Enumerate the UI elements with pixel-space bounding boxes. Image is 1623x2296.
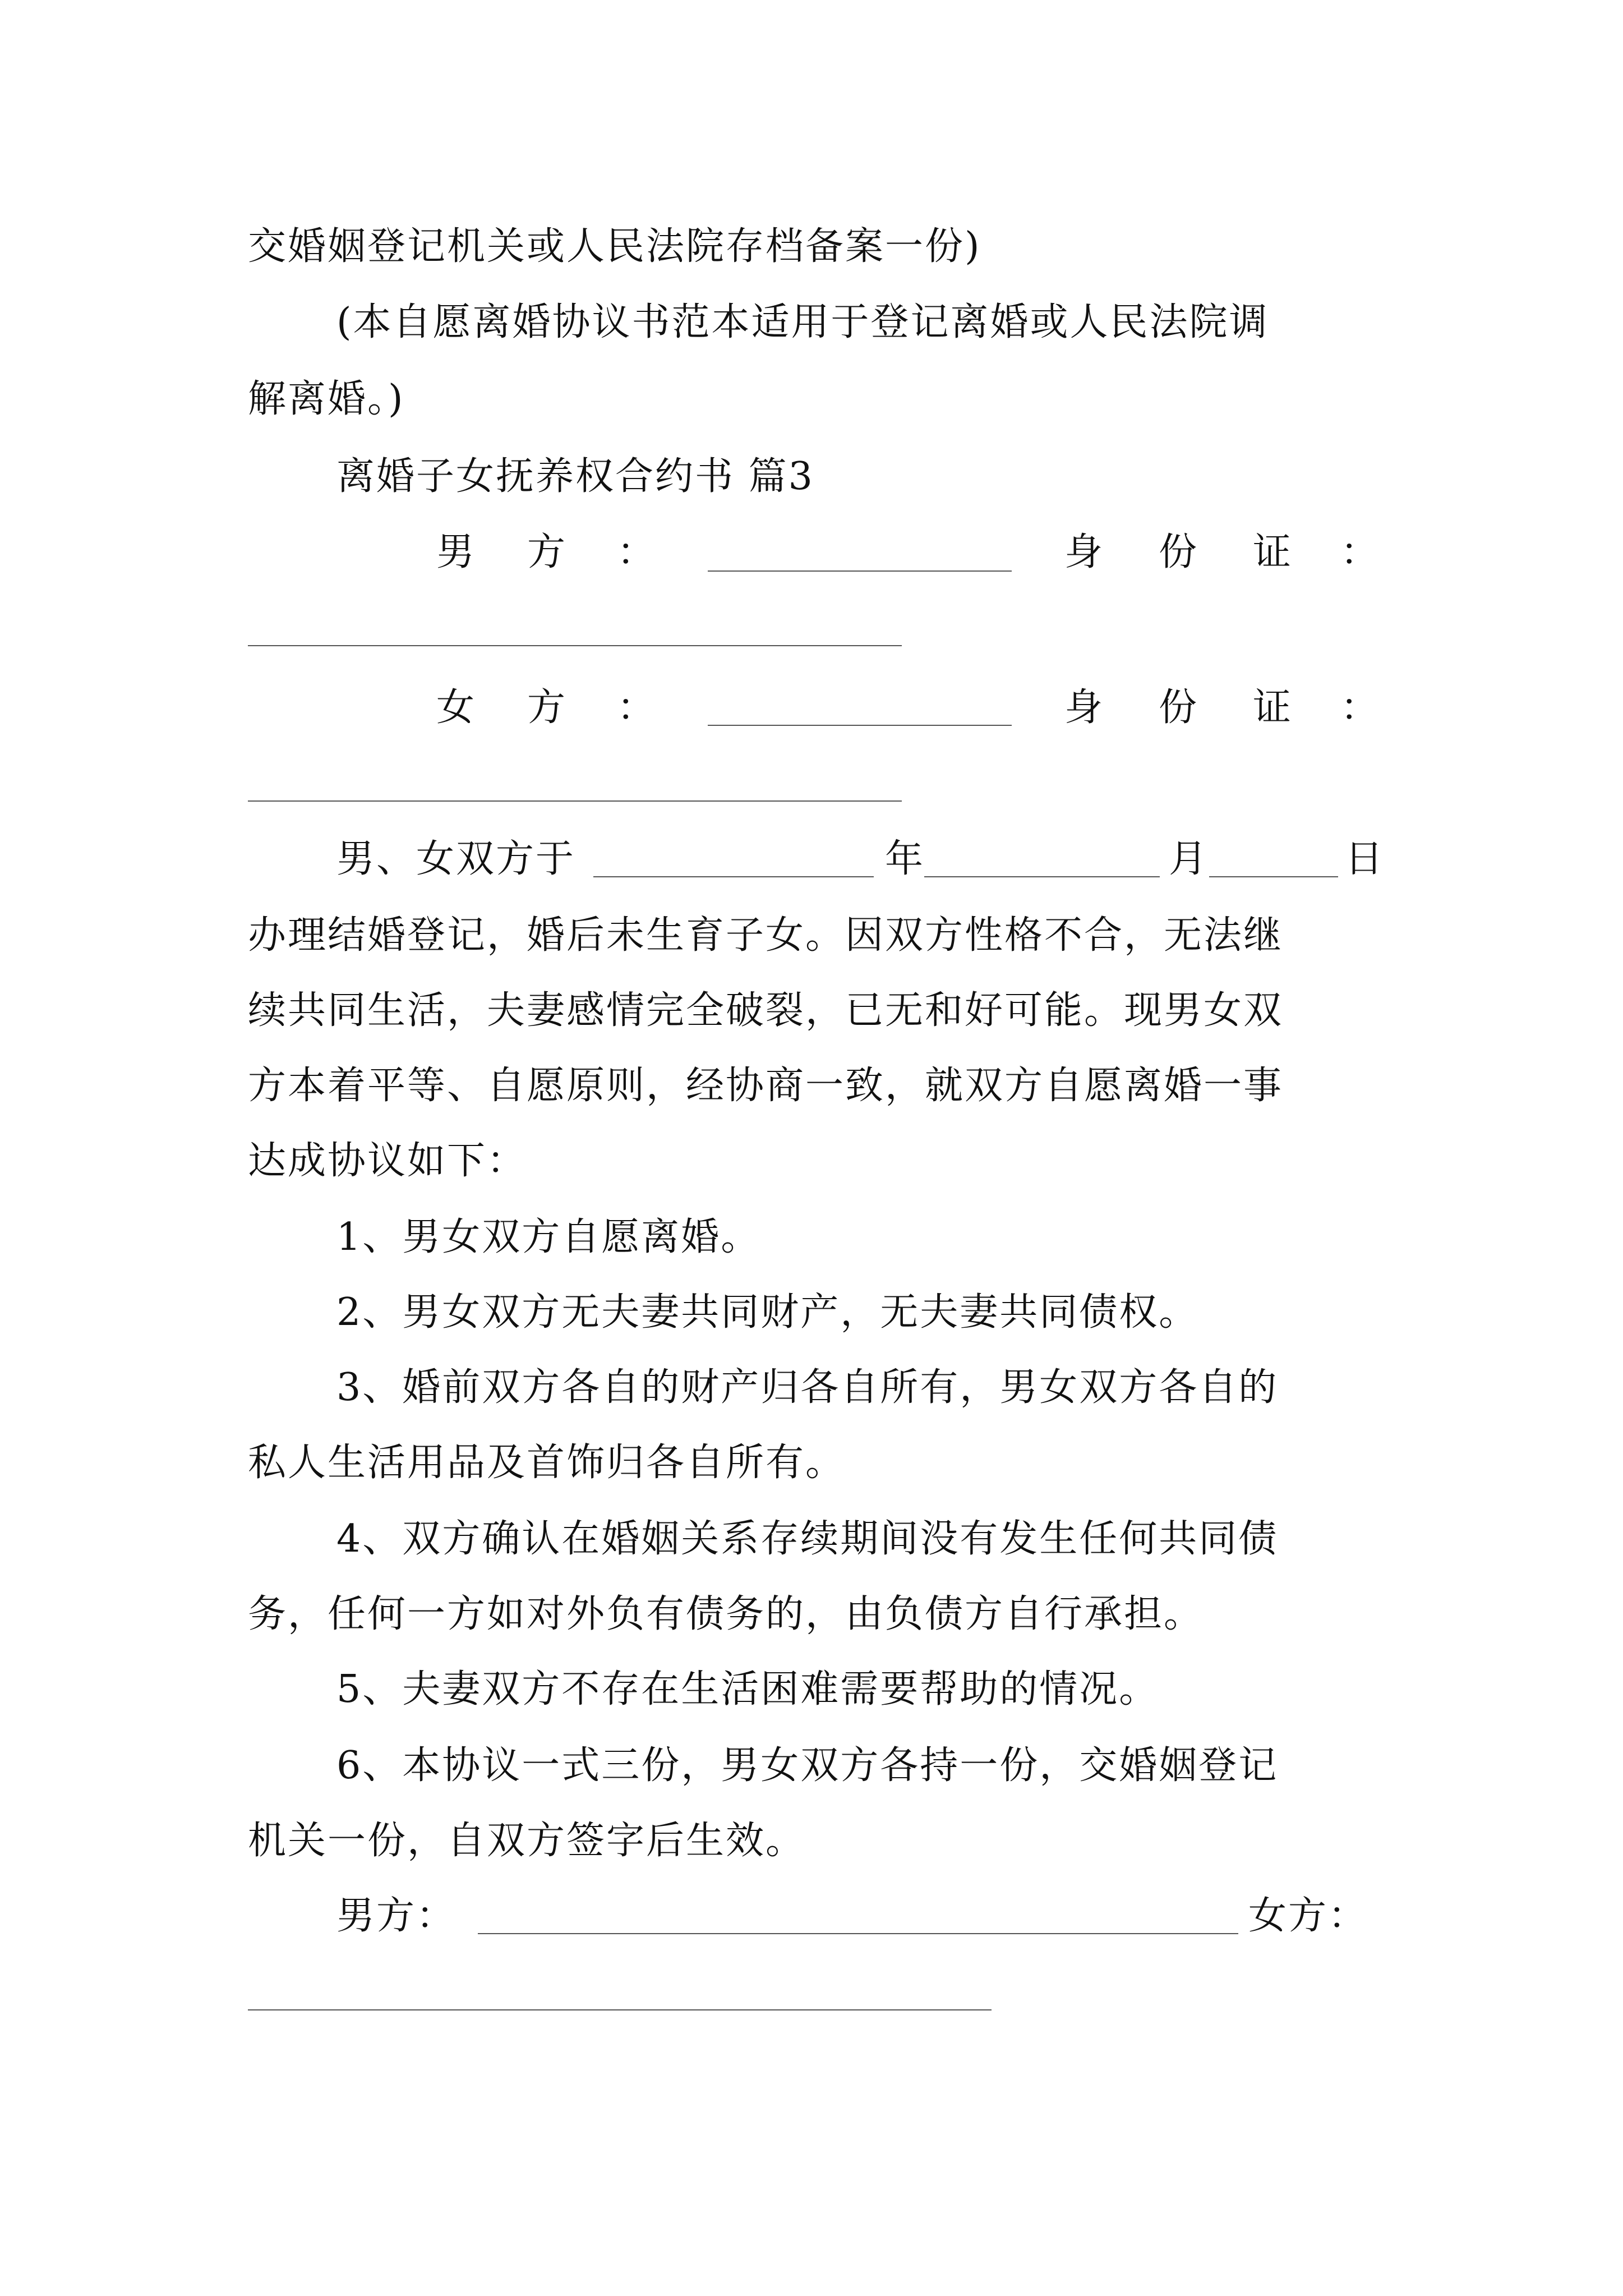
year-label: 年: [885, 837, 924, 881]
id-label-char: 份: [1159, 685, 1197, 730]
month-label: 月: [1169, 837, 1207, 881]
id-label-colon: ：: [1340, 530, 1379, 574]
female-name-blank[interactable]: [708, 725, 1012, 726]
text-line: 续共同生活，夫妻感情完全破裂，已无和好可能。现男女双: [248, 988, 1284, 1033]
id-label-char: 证: [1253, 530, 1292, 574]
text-line: 交婚姻登记机关或人民法院存档备案一份): [248, 224, 981, 269]
male-id-blank[interactable]: [248, 645, 902, 646]
id-label-char: 份: [1159, 530, 1197, 574]
female-label-char: 方: [527, 685, 566, 730]
male-label-char: 方: [527, 530, 566, 574]
text-line: 办理结婚登记，婚后未生育子女。因双方性格不合，无法继: [248, 913, 1284, 958]
clause-4-cont: 务，任何一方如对外负有债务的，由负债方自行承担。: [248, 1592, 1204, 1636]
day-label: 日: [1345, 837, 1384, 881]
clause-1: 1、男女双方自愿离婚。: [336, 1215, 761, 1259]
month-blank[interactable]: [924, 876, 1160, 877]
female-label-colon: ：: [617, 685, 656, 730]
section-heading: 离婚子女抚养权合约书 篇3: [336, 454, 814, 499]
note-line-cont: 解离婚。): [248, 377, 405, 421]
text-line: 达成协议如下：: [248, 1139, 527, 1183]
id-label-char: 身: [1064, 530, 1103, 574]
female-id-blank[interactable]: [248, 800, 902, 802]
female-signature-label: 女方：: [1248, 1894, 1368, 1938]
female-signature-blank[interactable]: [248, 2009, 992, 2010]
day-blank[interactable]: [1209, 876, 1338, 877]
female-label-char: 女: [436, 685, 475, 730]
id-label-char: 身: [1064, 685, 1103, 730]
clause-2: 2、男女双方无夫妻共同财产，无夫妻共同债权。: [336, 1290, 1199, 1335]
text-line: 方本着平等、自愿原则，经协商一致，就双方自愿离婚一事: [248, 1064, 1284, 1108]
male-signature-label: 男方：: [336, 1894, 457, 1938]
male-label-colon: ：: [617, 530, 656, 574]
male-signature-blank[interactable]: [478, 1933, 1238, 1934]
clause-6: 6、本协议一式三份，男女双方各持一份，交婚姻登记: [336, 1743, 1279, 1788]
note-line: (本自愿离婚协议书范本适用于登记离婚或人民法院调: [336, 300, 1269, 344]
year-blank[interactable]: [593, 876, 874, 877]
id-label-char: 证: [1253, 685, 1292, 730]
id-label-colon: ：: [1340, 685, 1379, 730]
male-name-blank[interactable]: [708, 570, 1012, 572]
clause-5: 5、夫妻双方不存在生活困难需要帮助的情况。: [336, 1667, 1159, 1711]
clause-6-cont: 机关一份，自双方签字后生效。: [248, 1819, 806, 1863]
clause-3-cont: 私人生活用品及首饰归各自所有。: [248, 1441, 846, 1485]
clause-4: 4、双方确认在婚姻关系存续期间没有发生任何共同债: [336, 1517, 1279, 1561]
male-label-char: 男: [436, 530, 475, 574]
date-prefix: 男、女双方于: [336, 837, 576, 881]
clause-3: 3、婚前双方各自的财产归各自所有，男女双方各自的: [336, 1365, 1279, 1410]
